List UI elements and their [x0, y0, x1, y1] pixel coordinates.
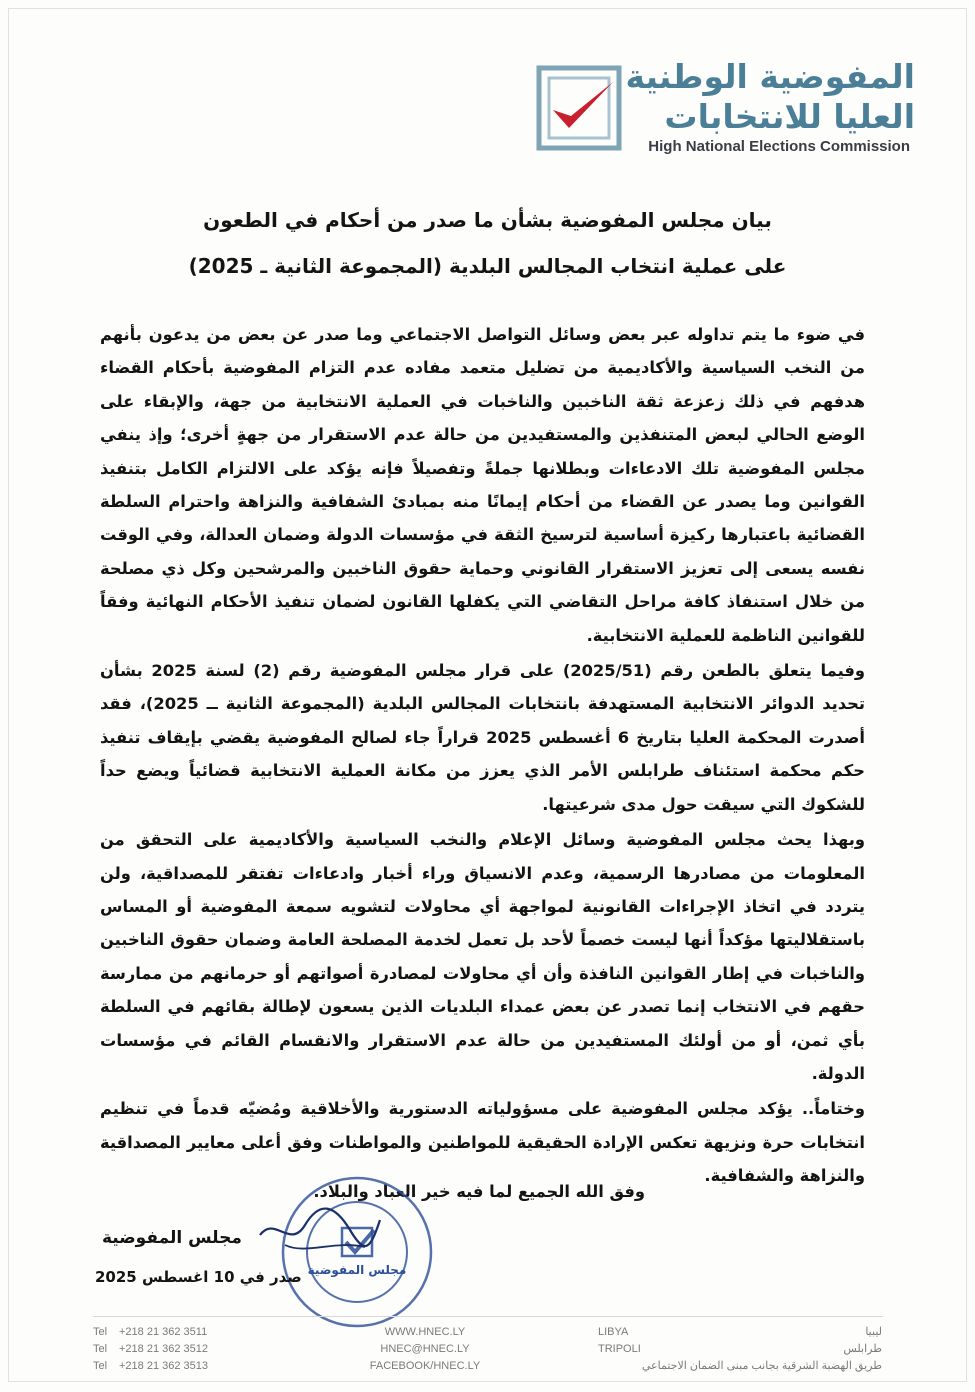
footer: [0, 1318, 975, 1378]
handwritten-signature-icon: [255, 1195, 385, 1265]
footer-phones: [93, 1324, 208, 1375]
org-name-en: High National Elections Commission: [648, 138, 910, 155]
website-link[interactable]: WWW.HNEC.LY: [384, 1326, 466, 1338]
paragraph-1: في ضوء ما يتم تداوله عبر بعض وسائل التواصل الاجتماعي وما صدر عن بعض من يدعون بأنهم من النخب السياسية والأكاديمية من تضليل متعمد مفاده عدم التزام المفوضية بأحكام القضاء هدفهم في ذلك زعزعة ثقة الناخبين والناخبات في العملية الانتخابية من جهة، والإبقاء على الوضع الحالي لبعض المتنفذين والمستفيدين من حالة عدم الاستقرار من جهةٍ أخرى؛ وإذ ينفي مجلس المفوضية تلك الادعاءات وبطلانها جملةً وتفصيلاً فإنه يؤكد على الالتزام الكامل بتنفيذ القوانين وما يصدر عن القضاء من أحكام إيمانًا منه بمبادئ الشفافية والنزاهة واحترام السلطة القضائية باعتبارها ركيزة أساسية لترسيخ الثقة في مؤسسات الدولة وضمان العدالة، وفي الوقت نفسه يسعى إلى تعزيز الاستقرار القانوني وحماية حقوق الناخبين والمرشحين وكل ذي مصلحة من خلال استنفاذ كافة مراحل التقاضي التي يكفلها القانون لضمان تنفيذ الأحكام النهائية وفقاً للقوانين الناظمة للعملية الانتخابية.: [100, 325, 865, 645]
facebook-link[interactable]: FACEBOOK/HNEC.LY: [369, 1360, 481, 1372]
signatory-name: مجلس المفوضية: [102, 1228, 242, 1248]
statement-title-line2: على عملية انتخاب المجالس البلدية (المجموعة الثانية ـ 2025): [188, 254, 787, 278]
email-link[interactable]: HNEC@HNEC.LY: [380, 1343, 470, 1355]
phone-line: Tel +218 21 362 3513: [93, 1360, 209, 1372]
issue-date: صدر في 10 اغسطس 2025: [95, 1268, 302, 1286]
footer-contacts: [355, 1324, 495, 1375]
paragraph-3: وبهذا يحث مجلس المفوضية وسائل الإعلام والنخب السياسية والأكاديمية على التحقق من المعلومات من مصادرها الرسمية، وعدم الانسياق وراء أخبار وادعاءات تفتقر للمصداقية، ولن يتردد في اتخاذ الإجراءات القانونية لمواجهة أي محاولات لتشويه سمعة المفوضية أو المساس باستقلاليتها مؤكداً أنها ليست خصماً لأحد بل تعمل لخدمة المصلحة العامة وضمان حقوق الناخبين والناخبات في إطار القوانين النافذة وأن أي محاولات لمصادرة أصواتهم أو حرمانهم من ممارسة حقهم في الانتخاب إنما تصدر عن بعض عمداء البلديات الذين يسعون لإطالة بقائهم في السلطة بأي ثمن، أو من أولئك المستفيدين من حالة عدم الاستقرار والانقسام القائم في مؤسسات الدولة.: [100, 830, 865, 1083]
footer-location-ar: ليبيا طرابلس طريق الهضبة الشرقية بجانب مبنى الضمان الاجتماعي: [641, 1326, 882, 1372]
org-name-ar-line2: العليا للانتخابات: [664, 97, 915, 136]
hnec-logo: [535, 58, 915, 153]
statement-body: [100, 318, 865, 1193]
footer-divider: [93, 1316, 883, 1317]
paragraph-2: وفيما يتعلق بالطعن رقم (2025/51) على قرار مجلس المفوضية رقم (2) لسنة 2025 بشأن تحديد الدوائر الانتخابية المستهدفة بانتخابات المجالس البلدية (المجموعة الثانية ــ 2025)، فقد أصدرت المحكمة العليا بتاريخ 6 أغسطس 2025 قراراً جاء لصالح المفوضية يقضي بإيقاف تنفيذ حكم محكمة استئناف طرابلس الأمر الذي يعزز من مكانة العملية الانتخابية قضائياً ويضع حداً للشكوك التي سيقت حول مدى شرعيتها.: [100, 661, 866, 814]
checkmark-logo-icon: [535, 64, 623, 152]
footer-location-en: LIBYA TRIPOLI: [598, 1326, 641, 1355]
paragraph-4: وختاماً.. يؤكد مجلس المفوضية على مسؤولياته الدستورية والأخلاقية ومُضيّه قدماً في تنظيم انتخابات حرة ونزيهة تعكس الإرادة الحقيقية للمواطنين والمواطنات وفق أعلى معايير المصداقية والنزاهة والشفافية.: [100, 1099, 865, 1186]
org-name-ar-line1: المفوضية الوطنية: [625, 57, 915, 96]
phone-line: Tel +218 21 362 3512: [93, 1343, 209, 1355]
closing-line: وفق الله الجميع لما فيه خير العباد والبلاد.: [313, 1182, 645, 1201]
phone-line: Tel +218 21 362 3511: [93, 1326, 208, 1338]
stamp-text: مجلس المفوضية: [307, 1263, 407, 1277]
statement-title-line1: بيان مجلس المفوضية بشأن ما صدر من أحكام في الطعون: [203, 208, 772, 232]
